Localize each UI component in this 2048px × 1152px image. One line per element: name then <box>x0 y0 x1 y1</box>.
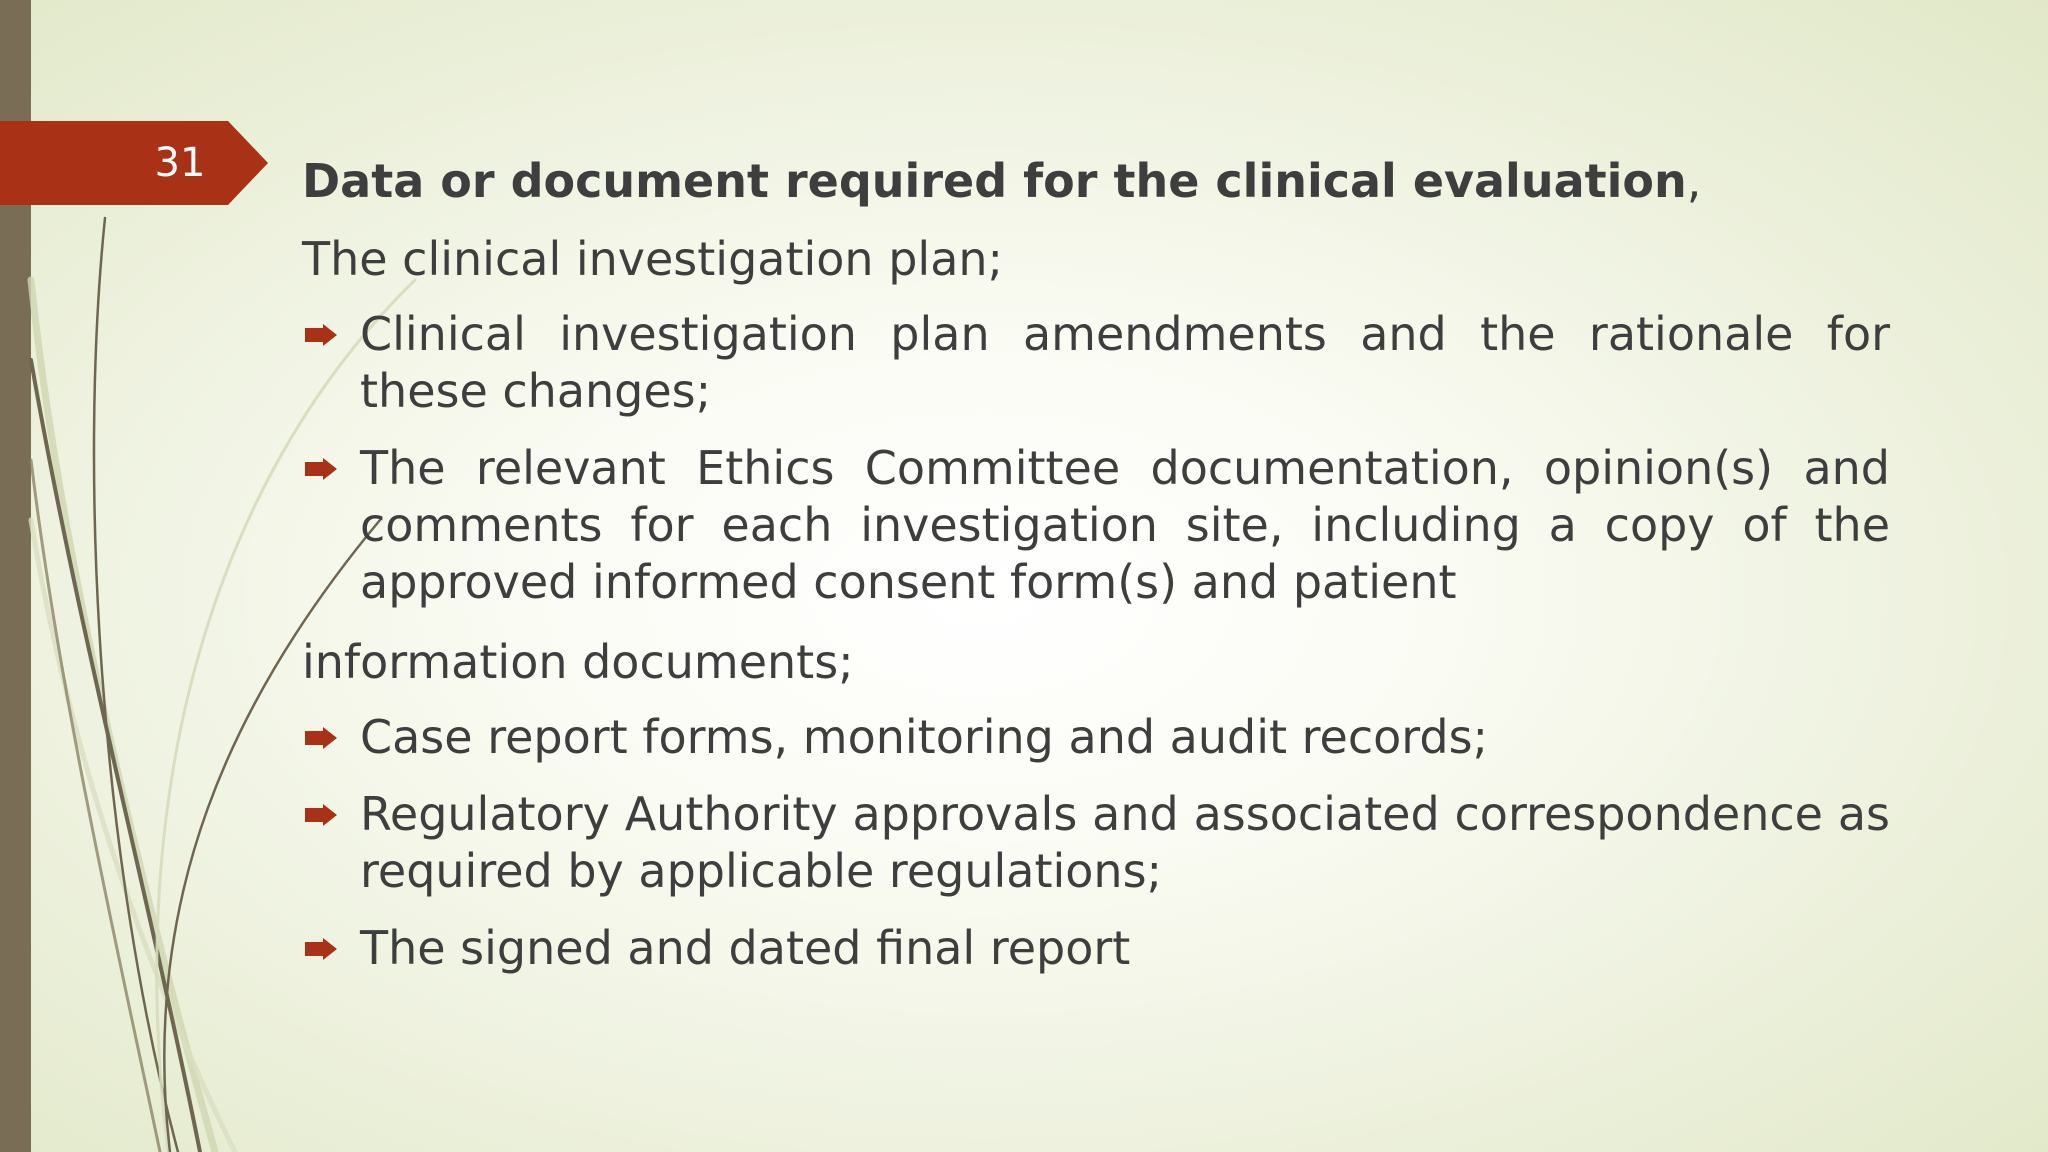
bullet-item <box>302 440 1890 611</box>
bullet-item <box>302 920 1890 977</box>
bullet-list-b <box>302 709 1890 977</box>
arrow-bullet-icon <box>305 727 337 749</box>
arrow-bullet-icon <box>305 458 337 480</box>
bullet-text: Regulatory Authority approvals and associated correspondence as required by applicable regulations; <box>360 787 1890 898</box>
bullet-text: Clinical investigation plan amendments and the rationale for these changes; <box>360 307 1890 418</box>
bullet-item <box>302 709 1890 766</box>
bullet-item <box>302 786 1890 900</box>
slide-heading-strong: Data or document required for the clinical evaluation <box>302 154 1687 208</box>
bullet-text: The relevant Ethics Committee documentation, opinion(s) and comments for each investigation site, including a copy of the approved informed consent form(s) and patient <box>360 441 1890 609</box>
slide-heading <box>302 150 1890 212</box>
arrow-bullet-icon <box>305 324 337 346</box>
slide-content <box>302 150 1890 997</box>
arrow-bullet-icon <box>305 804 337 826</box>
arrow-bullet-icon <box>305 938 337 960</box>
bullet-list-a <box>302 306 1890 611</box>
bullet-text: The signed and dated final report <box>360 921 1131 975</box>
slide-heading-suffix: , <box>1686 154 1702 208</box>
continuation-paragraph: information documents; <box>302 635 854 689</box>
bullet-text: Case report forms, monitoring and audit records; <box>360 710 1489 764</box>
bullet-item <box>302 306 1890 420</box>
slide-number: 31 <box>154 140 206 186</box>
intro-paragraph: The clinical investigation plan; <box>302 232 1004 286</box>
